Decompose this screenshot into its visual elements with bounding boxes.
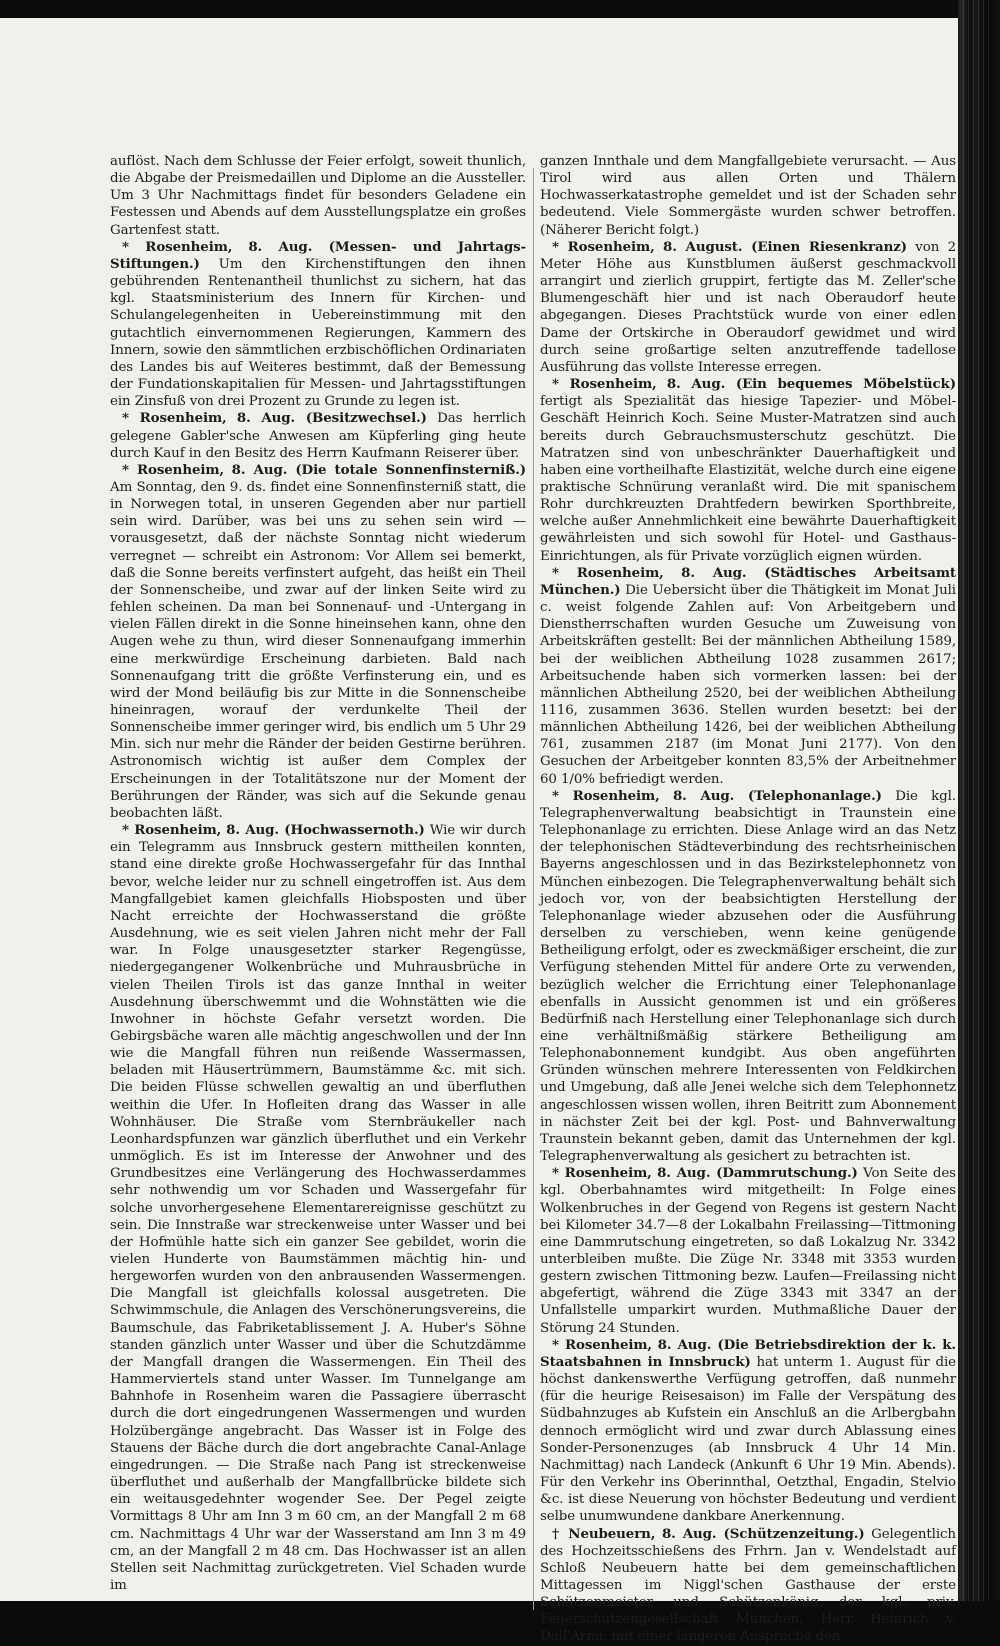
- article-dateline: * Rosenheim,: [122, 461, 224, 478]
- article-dateline: * Rosenheim,: [122, 410, 227, 427]
- article-heading: 8. August. (Einen Riesenkranz): [663, 238, 907, 255]
- article-heading: 8. Aug. (Städtisches Arbeitsamt München.): [540, 564, 956, 598]
- left-column: [110, 153, 526, 1593]
- article-dateline: * Rosenheim,: [122, 238, 233, 255]
- article-heading: 8. Aug. (Messen- und Jahrtags-Stiftungen.): [110, 238, 526, 272]
- article-right-0: [540, 153, 956, 239]
- article-text: von 2 Meter Höhe aus Kunstblumen äußerst geschmackvoll arrangirt und zierlich gruppirt, fertigte das M. Zeller'sche Blumengeschäft hier und ist nach Oberaudorf heute abgegangen. Dieses Prachtstück wurde von einer edlen Dame der Ortskirche in Oberaudorf gewidmet und wird durch seine großartige selten anzutreffende tadellose Ausführung das vollste Interesse erregen.: [540, 239, 956, 375]
- article-text: Die kgl. Telegraphenverwaltung beabsichtigt in Traunstein eine Telephonanlage zu errichten. Diese Anlage wird an das Netz der telephonischen Städteverbindung des rechtsrheinischen Bayerns angeschlossen und in das Bezirkstelephonnetz von München einbezogen. Die Telegraphenverwaltung behält sich jedoch vor, von der beabsichtigten Herstellung der Telephonanlage wieder abzusehen oder die Ausführung derselben zu verschieben, wenn keine genügende Betheiligung erfolgt, oder es zweckmäßiger erscheint, die zur Verfügung stehenden Mittel für andere Orte zu verwenden, bezüglich welcher die Errichtung einer Telephonanlage ebenfalls in Aussicht genommen ist und ein größeres Bedürfniß nach Herstellung einer Telephonanlage sich durch eine verhältnißmäßig stärkere Betheiligung am Telephonabonnement kundgibt. Aus oben angeführten Gründen wünschen mehrere Interessenten von Feldkirchen und Umgebung, daß alle Jenei welche sich dem Telephonnetz angeschlossen wissen wollen, ihren Beitritt zum Abonnement in nächster Zeit bei der kgl. Post- und Bahnverwaltung Traunstein bekannt geben, damit das Unternehmen der kgl. Telegraphenverwaltung als gesichert zu betrachten ist.: [540, 788, 956, 1165]
- article-dateline: * Rosenheim,: [552, 376, 657, 393]
- page-stack-lines: [963, 0, 993, 1601]
- article-heading: 8. Aug. (Dammrutschung.): [657, 1165, 858, 1182]
- article-heading: 8. Aug. (Schützenzeitung.): [661, 1525, 865, 1542]
- article-text: Von Seite des kgl. Oberbahnamtes wird mitgetheilt: In Folge eines Wolkenbruches in der Gegend von Regens ist gestern Nacht bei Kilometer 34.7—8 der Lokalbahn Freilassing—Tittmoning eine Dammrutschung eingetreten, so daß Lokalzug Nr. 3342 unterbleiben mußte. Die Züge Nr. 3348 mit 3353 wurden gestern zwischen Tittmoning bezw. Laufen—Freilassing nicht abgefertigt, während die Züge 3343 mit 3347 an der Unfallstelle umparkirt wurden. Muthmaßliche Dauer der Störung 24 Stunden.: [540, 1166, 956, 1336]
- article-dateline: * Rosenheim,: [122, 822, 222, 839]
- newspaper-page: [0, 18, 958, 1645]
- article-right-1: [540, 239, 956, 376]
- article-text: Wie wir durch ein Telegramm aus Innsbruck gestern mittheilen konnten, stand eine direkte große Hochwassergefahr für das Innthal bevor, welche leider nur zu schnell eingetroffen ist. Aus dem Mangfallgebiet kamen gleichfalls Hiobsposten und über Nacht erreichte der Hochwasserstand die größte Ausdehnung, wie es seit vielen Jahren nicht mehr der Fall war. In Folge unausgesetzter starker Regengüsse, niedergegangener Wolkenbrüche und Muhrausbrüche in vielen Theilen Tirols ist das ganze Innthal in weiter Ausdehnung überschwemmt und die Wohnstätten wie die Inwohner in höchste Gefahr versetzt worden. Die Gebirgsbäche waren alle mächtig angeschwollen und der Inn wie die Mangfall führen nun reißende Wassermassen, beladen mit Häusertrümmern, Baumstämme &c. mit sich. Die beiden Flüsse schwellen gewaltig an und überfluthen weithin die Ufer. In Hofleiten drang das Wasser in alle Wohnhäuser. Die Straße vom Sternbräukeller nach Leonhardspfunzen war gänzlich überfluthet und ein Verkehr unmöglich. Es ist im Interesse der Anwohner und des Grundbesitzes eine Verlängerung des Hochwasserdammes sehr nothwendig um vor Schaden und Wassergefahr für solche unvorhergesehene Elementarereignisse geschützt zu sein. Die Innstraße war streckenweise unter Wasser und bei der Hofmühle hatte sich ein ganzer See gebildet, worin die vielen Hunderte von Baumstämmen mächtig hin- und hergeworfen wurden von den anbrausenden Wassermengen. Die Mangfall ist gleichfalls kolossal ausgetreten. Die Schwimmschule, die Anlagen des Verschönerungsvereins, die Baumschule, das Fabriketablissement J. A. Huber's Söhne standen gänzlich unter Wasser und über die Schutzdämme der Mangfall drangen die Wassermengen. Ein Theil des Hammerviertels stand unter Wasser. Im Tunnelgange am Bahnhofe in Rosenheim waren die Passagiere überrascht durch die dort eingedrungenen Wassermengen und wurden Holzübergänge angebracht. Das Wasser ist in Folge des Stauens der Bäche durch die dort angebrachte Canal-Anlage eingedrungen. — Die Straße nach Pang ist streckenweise überfluthet und außerhalb der Mangfallbrücke bildete sich ein weitausgedehnter wogender See. Der Pegel zeigte Vormittags 8 Uhr am Inn 3 m 60 cm, an der Mangfall 2 m 68 cm. Nachmittags 4 Uhr war der Wasserstand am Inn 3 m 49 cm, an der Mangfall 2 m 48 cm. Das Hochwasser ist an allen Stellen seit Nachmittag zurückgetreten. Viel Schaden wurde im: [110, 823, 526, 1593]
- article-text: Am Sonntag, den 9. ds. findet eine Sonnenfinsterniß statt, die in Norwegen total, in unseren Gegenden aber nur partiell sein wird. Darüber, was bei uns zu sehen sein wird — vorausgesetzt, daß der nächste Sonntag nicht wiederum verregnet — schreibt ein Astronom: Vor Allem sei bemerkt, daß die Sonne bereits verfinstert aufgeht, das heißt ein Theil der Sonnenscheibe, und zwar auf der linken Seite wird zu fehlen scheinen. Da man bei Sonnenauf- und -Untergang in vielen Fällen direkt in die Sonne hineinsehen kann, ohne den Augen wehe zu thun, wird dieser Sonnenaufgang immerhin eine merkwürdige Erscheinung darbieten. Bald nach Sonnenaufgang tritt die größte Verfinsterung ein, und es wird der Mond beiläufig bis zur Mitte in die Sonnenscheibe hineinragen, worauf der verdunkelte Theil der Sonnenscheibe immer geringer wird, bis endlich um 5 Uhr 29 Min. sich nur mehr die Ränder der beiden Gestirne berühren. Astronomisch wichtig ist außer dem Complex der Erscheinungen in der Totalitätszone nur der Moment der Berührungen der Ränder, was sich auf die Sekunde genau beobachten läßt.: [110, 479, 526, 821]
- article-dateline: † Neubeuern,: [552, 1525, 656, 1542]
- article-left-1: [110, 239, 526, 411]
- article-left-2: [110, 410, 526, 461]
- article-dateline: * Rosenheim,: [552, 564, 664, 581]
- article-text: ganzen Innthale und dem Mangfallgebiete verursacht. — Aus Tirol wird aus allen Orten und Thälern Hochwasserkatastrophe gemeldet und ist der Schaden sehr bedeutend. Viele Sommergäste wurden schwer betroffen. (Näherer Bericht folgt.): [540, 154, 956, 238]
- column-divider: [533, 168, 534, 1610]
- article-right-4: [540, 788, 956, 1165]
- article-heading: 8. Aug. (Hochwassernoth.): [226, 822, 425, 839]
- article-text: Gelegentlich des Hochzeitsschießens des Frhrn. Jan v. Wendelstadt auf Schloß Neubeuern hatte bei dem gemeinschaftlichen Mittagessen im Niggl'schen Gasthause der erste Schützenmeister und Schützenkönig der kgl. priv. Feuerschützengesellschaft München, Herr Heinrich v. Dall'Armi, mit einer längeren Ansprache den: [540, 1526, 956, 1645]
- article-right-2: [540, 376, 956, 565]
- article-text: auflöst. Nach dem Schlusse der Feier erfolgt, soweit thunlich, die Abgabe der Preismedaillen und Diplome an die Aussteller. Um 3 Uhr Nachmittags findet für besonders Geladene ein Festessen und Abends auf dem Ausstellungsplatze ein großes Gartenfest statt.: [110, 154, 526, 238]
- article-dateline: * Rosenheim,: [552, 787, 660, 804]
- article-right-5: [540, 1165, 956, 1337]
- article-heading: 8. Aug. (Ein bequemes Möbelstück): [666, 376, 956, 393]
- article-heading: 8. Aug. (Telephonanlage.): [672, 787, 882, 804]
- article-heading: 8. Aug. (Besitzwechsel.): [236, 410, 427, 427]
- article-text: Um den Kirchenstiftungen den ihnen gebührenden Rentenantheil thunlichst zu sichern, hat das kgl. Staatsministerium des Innern für Kirchen- und Schulangelegenheiten in Uebereinstimmung mit den gutachtlich einvernommenen Regierungen, Kammern des Innern, sowie den sämmtlichen erzbischöflichen Ordinariaten des Landes bis auf Weiteres bestimmt, daß der Bemessung der Fundationskapitalien für Messen- und Jahrtagsstiftungen ein Zinsfuß von drei Prozent zu Grunde zu legen ist.: [110, 256, 526, 410]
- article-left-3: [110, 462, 526, 822]
- article-text: fertigt als Spezialität das hiesige Tapezier- und Möbel-Geschäft Heinrich Koch. Seine Muster-Matratzen sind auch bereits durch Gebrauchsmusterschutz geschützt. Die Matratzen sind von unbeschränkter Dauerhaftigkeit und haben eine vortheilhafte Elastizität, welche durch eine eigene praktische Schnürung veranlaßt wird. Die mit spanischem Rohr durchkreuzten Drahtfedern bewirken Sporthbreite, welche außer Annehmlichkeit eine bewährte Dauerhaftigkeit gewährleisten und sich sowohl für Hotel- und Gasthaus-Einrichtungen, als für Private vorzüglich eignen würden.: [540, 394, 956, 564]
- article-right-7: [540, 1526, 956, 1646]
- article-dateline: * Rosenheim,: [552, 238, 655, 255]
- article-left-0: [110, 153, 526, 239]
- article-dateline: * Rosenheim,: [552, 1336, 652, 1353]
- article-right-3: [540, 565, 956, 788]
- article-text: hat unterm 1. August für die höchst dankenswerthe Verfügung getroffen, daß nunmehr (für die heurige Reisesaison) im Falle der Verspätung des Südbahnzuges ab Kufstein ein Anschluß an die Arlbergbahn dennoch ermöglicht wird und zwar durch Ablassung eines Sonder-Personenzuges (ab Innsbruck 4 Uhr 14 Min. Nachmittag) nach Landeck (Ankunft 6 Uhr 19 Min. Abends). Für den Verkehr ins Oberinnthal, Oetzthal, Engadin, Stelvio &c. ist diese Neuerung von höchster Bedeutung und verdient selbe unumwundene dankbare Anerkennung.: [540, 1354, 956, 1525]
- article-text: Das herrlich gelegene Gabler'sche Anwesen am Küpferling ging heute durch Kauf in den Besitz des Herrn Kaufmann Reiserer über.: [110, 411, 526, 461]
- article-text: Die Uebersicht über die Thätigkeit im Monat Juli c. weist folgende Zahlen auf: Von Arbeitgebern und Dienstherrschaften wurden Gesuche um Zuweisung von Arbeitskräften gestellt: Bei der männlichen Abtheilung 1589, bei der weiblichen Abtheilung 1028 zusammen 2617; Arbeitsuchende haben sich vormerken lassen: bei der männlichen Abtheilung 2520, bei der weiblichen Abtheilung 1116, zusammen 3636. Stellen wurden besetzt: bei der männlichen Abtheilung 1426, bei der weiblichen Abtheilung 761, zusammen 2187 (im Monat Juni 2177). Von den Gesuchen der Arbeitgeber konnten 83,5% der Arbeitnehmer 60 1/0% befriedigt werden.: [540, 582, 956, 787]
- article-heading: 8. Aug. (Die Betriebsdirektion der k. k. Staatsbahnen in Innsbruck): [540, 1336, 956, 1370]
- right-column: [540, 153, 956, 1645]
- article-right-6: [540, 1337, 956, 1526]
- article-left-4: [110, 822, 526, 1594]
- article-dateline: * Rosenheim,: [552, 1165, 652, 1182]
- article-heading: 8. Aug. (Die totale Sonnenfinsterniß.): [231, 461, 526, 478]
